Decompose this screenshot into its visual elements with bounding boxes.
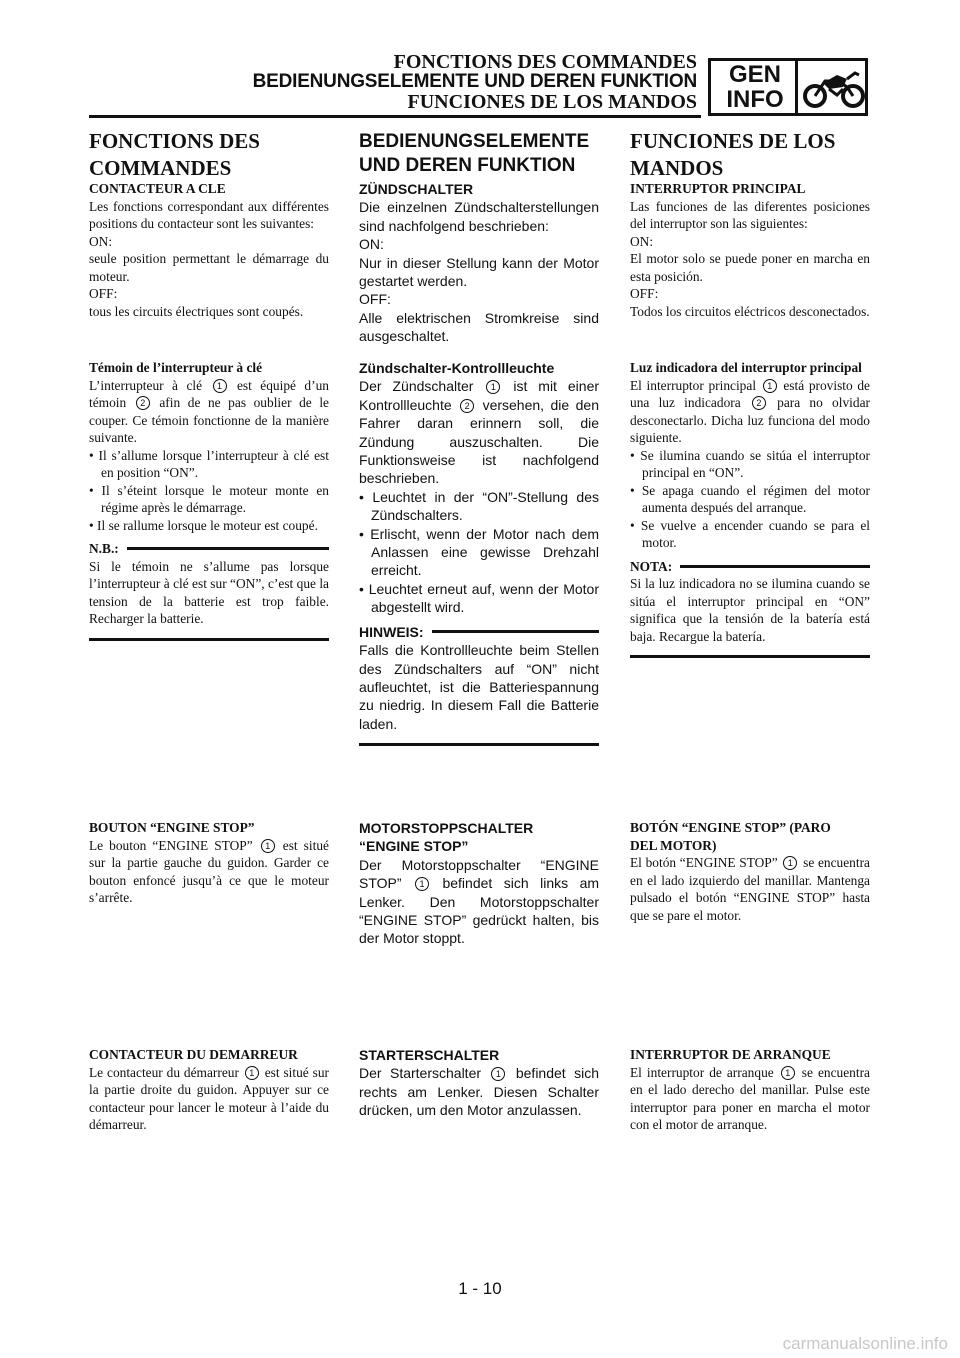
note-text: Si la luz indicadora no se ilumina cuando se sitúa el interruptor principal en “ON” significa que la tensión de la batería está baja. Recargue la batería. — [630, 576, 870, 644]
subheading: Luz indicadora del interruptor principal — [630, 360, 862, 375]
key-switch-section: CONTACTEUR A CLE Les fonctions correspondant aux différentes positions du contacteur sont les suivantes: ON: seule position permettant le démarrage du moteur. OFF: tous les circuits électriques sont coupés. — [89, 181, 329, 319]
list-item: • Il se rallume lorsque le moteur est coupé. — [89, 517, 318, 533]
key-switch-section: ZÜNDSCHALTER Die einzelnen Zündschalterstellungen sind nachfolgend beschrieben: ON: Nur in dieser Stellung kann der Motor gestartet werden. OFF: Alle elektrischen Stromkreise sind ausgeschaltet. — [359, 181, 599, 345]
callout-1-icon: 1 — [213, 379, 227, 393]
note-text: Falls die Kontrollleuchte beim Stellen des Zündschalters auf “ON” nicht aufleuchtet, ist die Batteriespannung zu niedrig. In diesem Fall die Batterie laden. — [359, 642, 599, 732]
engine-stop-section: BOUTON “ENGINE STOP” Le bouton “ENGINE STOP” 1 est situé sur la partie gauche du guidon. Garder ce bouton enfoncé jusqu’à ce que le moteur s’arrête. — [89, 820, 329, 905]
note-label: NOTA: — [630, 558, 673, 574]
subheading: BOTÓN “ENGINE STOP” (PARO — [630, 820, 831, 835]
section-title-line1: FUNCIONES DE LOS — [630, 129, 836, 153]
header-title-es: FUNCIONES DE LOS MANDOS — [407, 91, 697, 113]
subheading: ZÜNDSCHALTER — [359, 181, 474, 197]
subheading: CONTACTEUR DU DEMARREUR — [89, 1047, 298, 1062]
section-badge — [708, 58, 868, 116]
engine-stop-section: BOTÓN “ENGINE STOP” (PARO DEL MOTOR) El botón “ENGINE STOP” 1 se encuentra en el lado izquierdo del manillar. Mantenga pulsado el botón “ENGINE STOP” hasta que se pare el motor. — [630, 820, 870, 923]
subheading: INTERRUPTOR PRINCIPAL — [630, 181, 806, 196]
note-box — [630, 558, 870, 659]
header-title-de: BEDIENUNGSELEMENTE UND DEREN FUNKTION — [252, 71, 697, 92]
callout-2-icon: 2 — [136, 396, 150, 410]
note-text: Si le témoin ne s’allume pas lorsque l’interrupteur à clé est sur “ON”, c’est que la tension de la batterie est trop faible. Recharger la batterie. — [89, 558, 329, 626]
section-title-line1: BEDIENUNGSELEMENTE — [359, 131, 590, 152]
subheading: MOTORSTOPPSCHALTER — [359, 820, 534, 836]
list-item: • Il s’allume lorsque l’interrupteur à clé est en position “ON”. — [89, 447, 329, 480]
note-label: HINWEIS: — [359, 623, 424, 640]
note-label: N.B.: — [89, 541, 119, 556]
page-header — [200, 52, 697, 112]
motorcycle-icon — [803, 67, 865, 109]
callout-1-icon: 1 — [245, 1066, 259, 1080]
engine-stop-section: MOTORSTOPPSCHALTER “ENGINE STOP” Der Motorstoppschalter “ENGINE STOP” 1 befindet sich links am Lenker. Den Motorstoppschalter “ENGINE STOP” gedrückt halten, bis der Motor stoppt. — [359, 820, 600, 947]
watermark: carmanualsonline.info — [782, 1334, 948, 1353]
starter-switch-section: INTERRUPTOR DE ARRANQUE El interruptor de arranque 1 se encuentra en el lado derecho del manillar. Pulse este interruptor para poner en marcha el motor con el motor de arranque. — [630, 1047, 870, 1132]
key-switch-section: INTERRUPTOR PRINCIPAL Las funciones de las diferentes posiciones del interruptor son las siguientes: ON: El motor solo se puede poner en marcha en esta posición. OFF: Todos los circuitos eléctricos desconectados. — [630, 181, 870, 319]
section-title-line2: COMMANDES — [89, 156, 232, 180]
callout-1-icon: 1 — [415, 877, 429, 891]
section-title-line2: MANDOS — [630, 156, 724, 180]
indicator-light-section: Témoin de l’interrupteur à clé L’interrupteur à clé 1 est équipé d’un témoin 2 afin de ne pas oublier de le couper. Ce témoin fonctionne de la manière suivante. • Il s’allume lorsque l’interrupteur à clé est en position “ON”. • Il s’éteint lorsque le moteur monte en régime après le démarrage. • Il se rallume lorsque le moteur est coupé. N.B.: Si le témoin ne s’allume pas lorsque l’interrupteur à clé est sur “ON”, c’est que la tension de la batterie est trop faible. Recharger la batterie. — [89, 359, 329, 641]
section-title-line2: UND DEREN FUNKTION — [359, 155, 576, 176]
callout-1-icon: 1 — [491, 1067, 505, 1081]
callout-1-icon: 1 — [486, 380, 500, 394]
badge-gen: GEN — [728, 61, 781, 88]
section-title-line1: FONCTIONS DES — [89, 129, 260, 153]
callout-2-icon: 2 — [752, 396, 766, 410]
subheading: “ENGINE STOP” — [359, 838, 469, 855]
header-title-fr: FONCTIONS DES COMMANDES — [393, 51, 697, 73]
subheading: BOUTON “ENGINE STOP” — [89, 820, 255, 835]
page-number: 1 - 10 — [458, 1279, 502, 1298]
starter-switch-section: CONTACTEUR DU DEMARREUR Le contacteur du démarreur 1 est situé sur la partie droite du guidon. Appuyer sur ce contacteur pour lancer le moteur à l’aide du démarreur. — [89, 1047, 329, 1132]
list-item: • Se apaga cuando el régimen del motor aumenta después del arranque. — [630, 482, 870, 515]
header-rule — [89, 115, 701, 118]
subheading: Zündschalter-Kontrollleuchte — [359, 360, 555, 376]
callout-1-icon: 1 — [783, 856, 797, 870]
subheading: CONTACTEUR A CLE — [89, 181, 226, 196]
list-item: • Il s’éteint lorsque le moteur monte en régime après le démarrage. — [89, 482, 329, 515]
list-item: • Leuchtet erneut auf, wenn der Motor abgestellt wird. — [359, 580, 599, 616]
callout-1-icon: 1 — [781, 1066, 795, 1080]
indicator-light-section: Luz indicadora del interruptor principal El interruptor principal 1 está provisto de una luz indicadora 2 para no olvidar desconectarlo. Dicha luz funciona del modo siguiente. • Se ilumina cuando se sitúa el interruptor principal en “ON”. • Se apaga cuando el régimen del motor aumenta después del arranque. • Se vuelve a encender cuando se para el motor. NOTA: Si la luz indicadora no se ilumina cuando se sitúa el interruptor principal en “ON” significa que la tensión de la batería está baja. Recargue la batería. — [630, 359, 870, 658]
note-box — [89, 540, 329, 641]
badge-divider — [795, 61, 798, 113]
note-box — [359, 623, 599, 746]
list-item: • Se vuelve a encender cuando se para el motor. — [630, 517, 870, 550]
badge-info: INFO — [726, 86, 784, 113]
list-item: • Erlischt, wenn der Motor nach dem Anlassen eine gewisse Drehzahl erreicht. — [359, 525, 599, 579]
list-item: • Se ilumina cuando se sitúa el interruptor principal en “ON”. — [630, 447, 870, 480]
subheading: INTERRUPTOR DE ARRANQUE — [630, 1047, 831, 1062]
subheading: Témoin de l’interrupteur à clé — [89, 360, 263, 375]
list-item: • Leuchtet in der “ON”-Stellung des Zündschalters. — [359, 488, 599, 524]
callout-2-icon: 2 — [460, 399, 474, 413]
starter-switch-section: STARTERSCHALTER Der Starterschalter 1 befindet sich rechts am Lenker. Diesen Schalter drücken, um den Motor anzulassen. — [359, 1047, 599, 1119]
indicator-light-section: Zündschalter-Kontrollleuchte Der Zündschalter 1 ist mit einer Kontrollleuchte 2 versehen, die den Fahrer daran erinnern soll, die Zündung auszuschalten. Die Funktionsweise ist nachfolgend beschrieben. • Leuchtet in der “ON”-Stellung des Zündschalters. • Erlischt, wenn der Motor nach dem Anlassen eine gewisse Drehzahl erreicht. • Leuchtet erneut auf, wenn der Motor abgestellt wird. HINWEIS: Falls die Kontrollleuchte beim Stellen des Zündschalters auf “ON” nicht aufleuchtet, ist die Batteriespannung zu niedrig. In diesem Fall die Batterie laden. — [359, 359, 599, 746]
subheading: DEL MOTOR) — [630, 837, 717, 853]
callout-1-icon: 1 — [261, 839, 275, 853]
subheading: STARTERSCHALTER — [359, 1047, 500, 1063]
callout-1-icon: 1 — [763, 379, 777, 393]
